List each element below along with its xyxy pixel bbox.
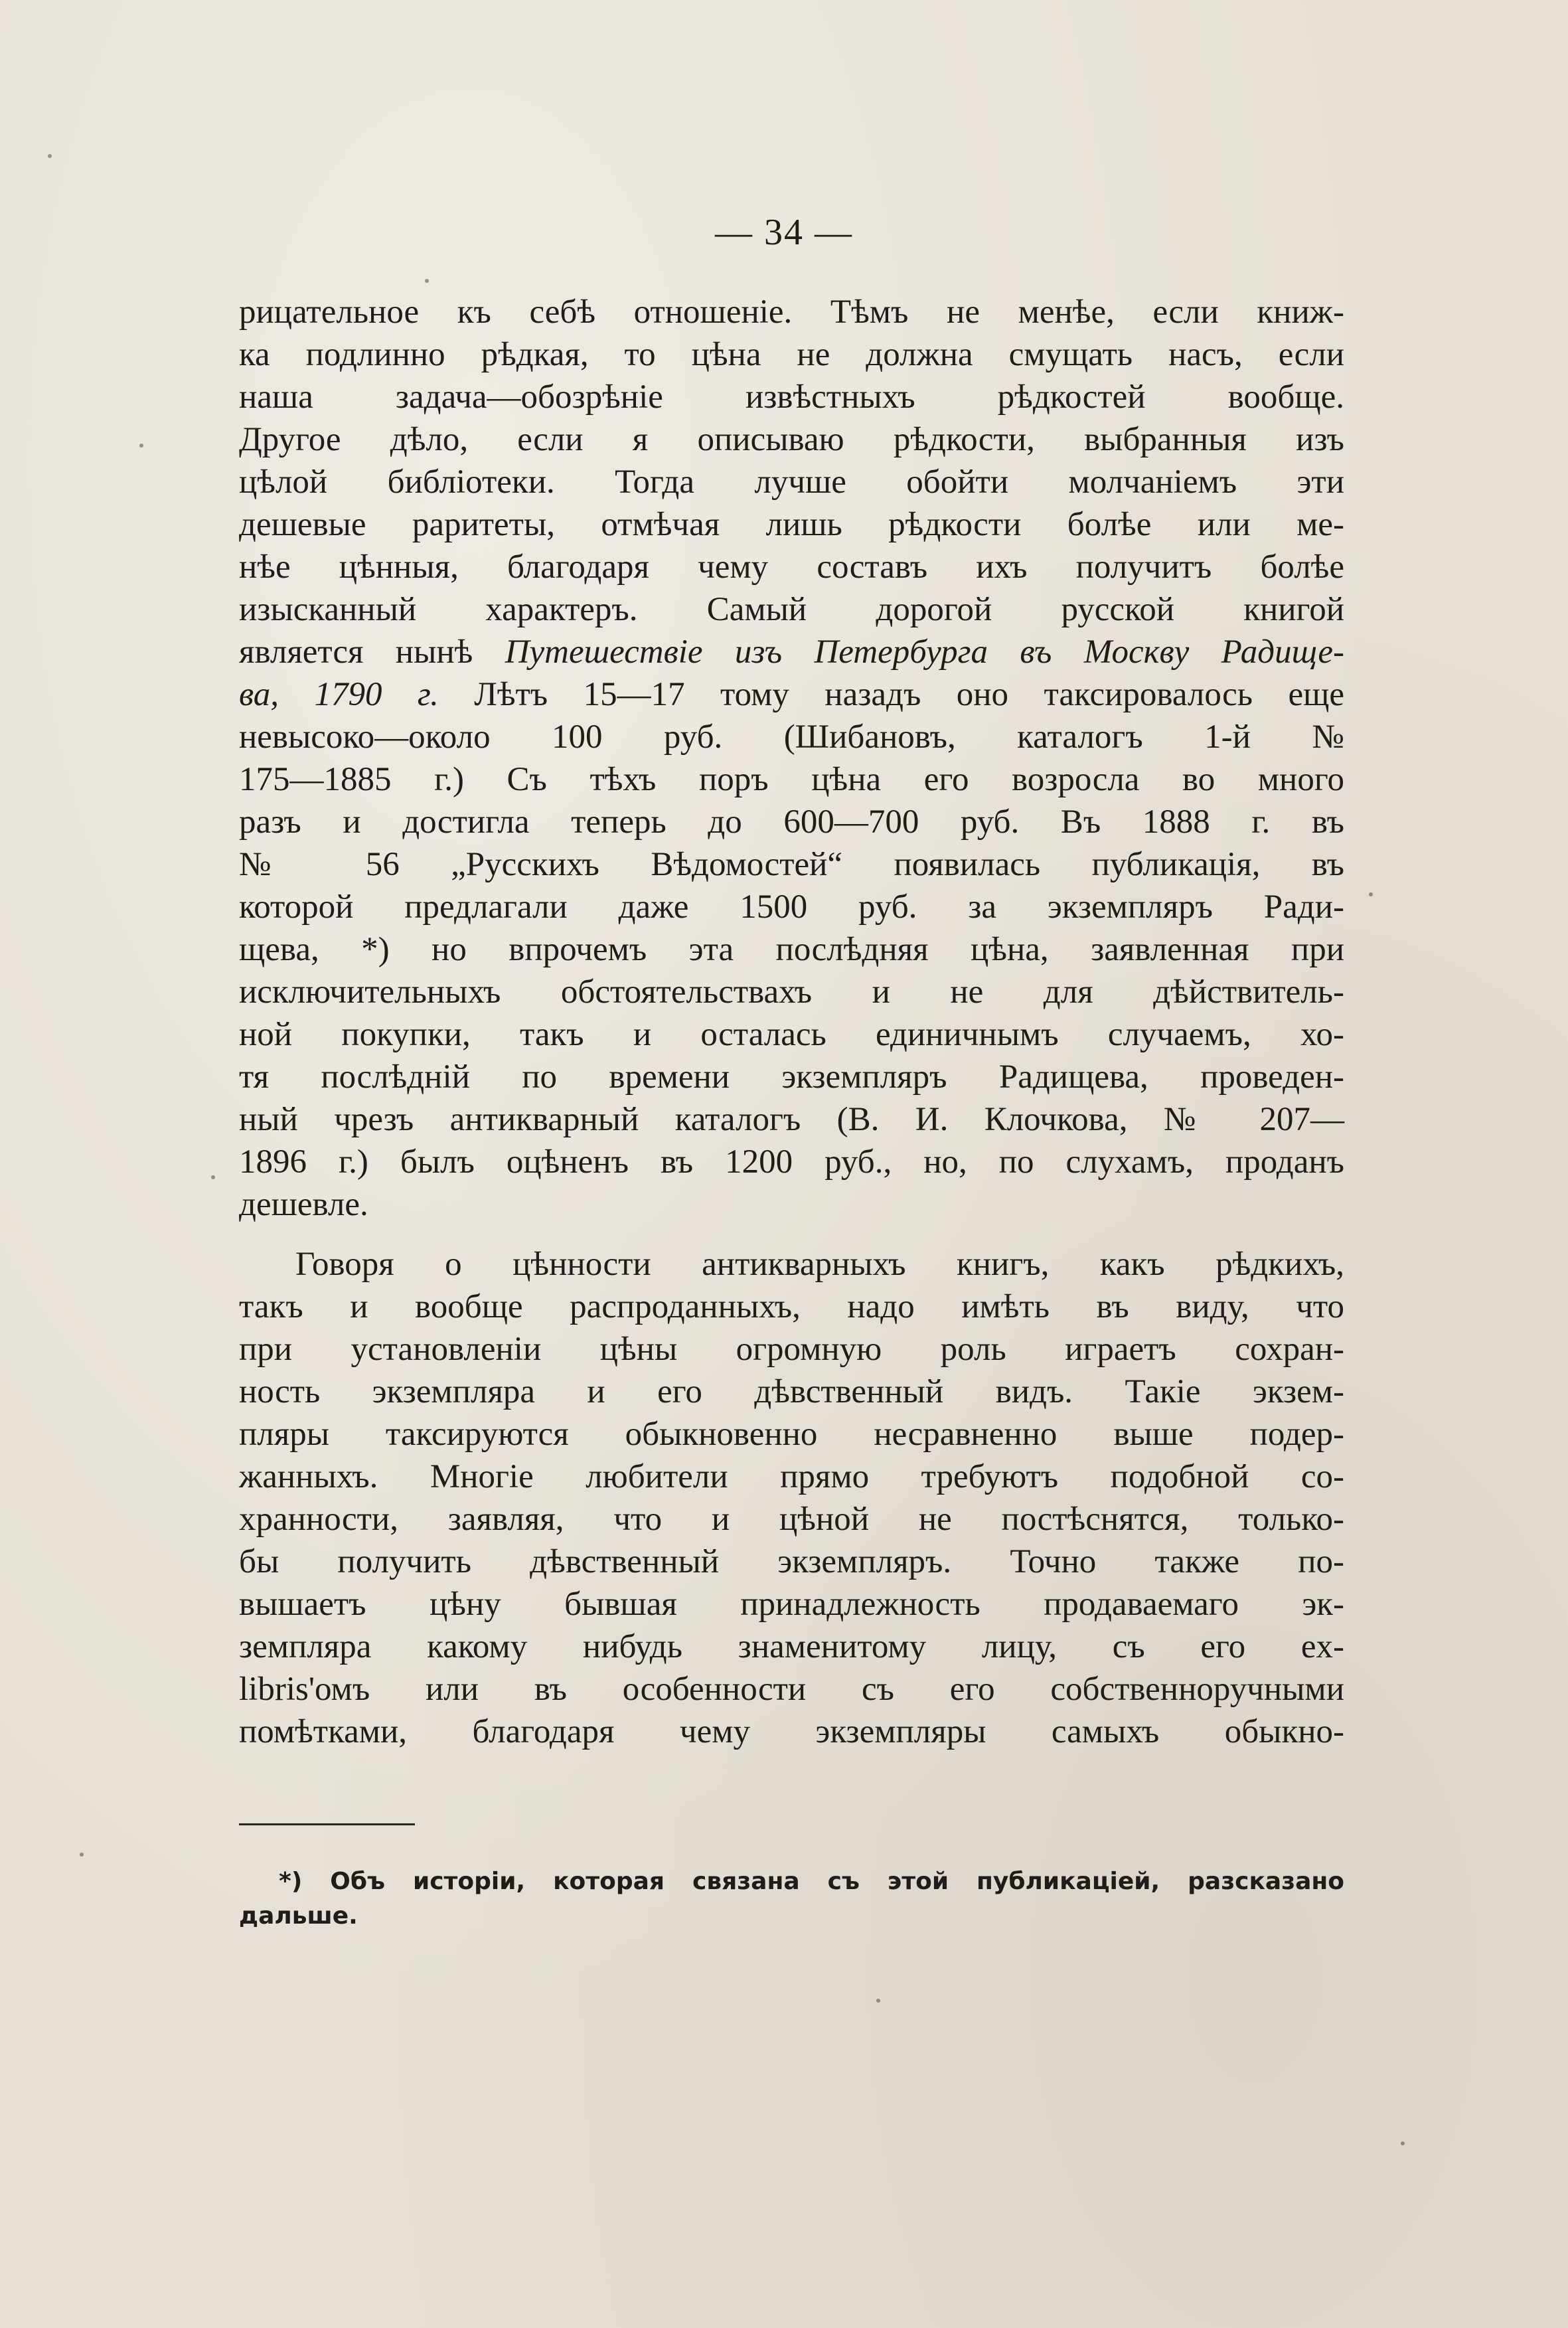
paragraph-spacer [239,1226,1344,1243]
text-line-with-title [239,631,1344,673]
book-title-italic: ва, 1790 г. [239,676,439,713]
text-line: такъ и вообще распроданныхъ, надо имѣть въ виду, что [239,1288,1344,1325]
text-line: рицательное къ себѣ отношеніе. Тѣмъ не менѣе, если книж- [239,293,1344,331]
text-line: исключительныхъ обстоятельствахъ и не для дѣйствитель- [239,973,1344,1011]
paper-speck [48,154,52,158]
paragraph-2 [239,1243,1344,1753]
text-line: ный чрезъ антикварный каталогъ (В. И. Клочкова, № 207— [239,1101,1344,1138]
main-text [239,291,1344,1753]
text-line: земпляра какому нибудь знаменитому лицу, съ его ex- [239,1628,1344,1665]
text-line: libris'омъ или въ особенности съ его собственноручными [239,1671,1344,1708]
paper-speck [211,1175,215,1179]
text-line: наша задача—обозрѣніе извѣстныхъ рѣдкостей вообще. [239,378,1344,416]
text-line: изысканный характеръ. Самый дорогой русской книгой [239,591,1344,628]
text-line-with-title [239,673,1344,716]
text-line: дешевые раритеты, отмѣчая лишь рѣдкости болѣе или ме- [239,506,1344,543]
text-segment: является нынѣ [239,633,505,671]
footnote-line: *) Объ исторіи, которая связана съ этой публикаціей, разсказано [279,1868,1344,1895]
text-line: Другое дѣло, если я описываю рѣдкости, выбранныя изъ [239,421,1344,458]
text-line: ность экземпляра и его дѣвственный видъ. Такіе экзем- [239,1373,1344,1410]
text-line: цѣлой библіотеки. Тогда лучше обойти молчаніемъ эти [239,463,1344,501]
text-line: которой предлагали даже 1500 руб. за экземпляръ Ради- [239,888,1344,926]
footnote [239,1865,1344,1934]
text-line: 175—1885 г.) Съ тѣхъ поръ цѣна его возросла во много [239,761,1344,798]
paper-speck [80,1853,84,1857]
text-line: жанныхъ. Многіе любители прямо требуютъ подобной со- [239,1458,1344,1495]
paper-speck [876,1999,880,2003]
text-line: тя послѣдній по времени экземпляръ Радищева, проведен- [239,1058,1344,1096]
text-line: ка подлинно рѣдкая, то цѣна не должна смущать насъ, если [239,336,1344,373]
text-line: при установленіи цѣны огромную роль играетъ сохран- [239,1331,1344,1368]
footnote-line: дальше. [239,1902,358,1930]
footnote-divider [239,1823,415,1825]
book-title-italic: Путешествіе изъ Петербурга въ Москву Радище- [505,633,1344,671]
text-line: разъ и достигла теперь до 600—700 руб. Въ 1888 г. въ [239,803,1344,841]
text-line: хранности, заявляя, что и цѣной не постѣснятся, только- [239,1501,1344,1538]
text-line: пляры таксируются обыкновенно несравненно выше подер- [239,1416,1344,1453]
text-line: Говоря о цѣнности антикварныхъ книгъ, какъ рѣдкихъ, [295,1246,1344,1283]
paper-speck [1401,2141,1405,2145]
text-line: помѣтками, благодаря чему экземпляры самыхъ обыкно- [239,1713,1344,1750]
paper-speck [425,279,429,283]
text-line: невысоко—около 100 руб. (Шибановъ, каталогъ 1-й № [239,718,1344,756]
text-segment: Лѣтъ 15—17 тому назадъ оно таксировалось еще [438,676,1344,713]
text-line: дешевле. [239,1186,368,1223]
text-line: бы получить дѣвственный экземпляръ. Точно также по- [239,1543,1344,1580]
text-line: щева, *) но впрочемъ эта послѣдняя цѣна, заявленная при [239,931,1344,968]
text-line: вышаетъ цѣну бывшая принадлежность продаваемаго эк- [239,1586,1344,1623]
page-number: — 34 — [715,212,853,253]
text-line: № 56 „Русскихъ Вѣдомостей“ появилась публикація, въ [239,846,1344,883]
text-line: 1896 г.) былъ оцѣненъ въ 1200 руб., но, по слухамъ, проданъ [239,1143,1344,1181]
paper-speck [1369,892,1373,896]
paragraph-1 [239,291,1344,1226]
text-line: нѣе цѣнныя, благодаря чему составъ ихъ получитъ болѣе [239,548,1344,586]
paper-speck [139,444,143,448]
text-line: ной покупки, такъ и осталась единичнымъ случаемъ, хо- [239,1016,1344,1053]
